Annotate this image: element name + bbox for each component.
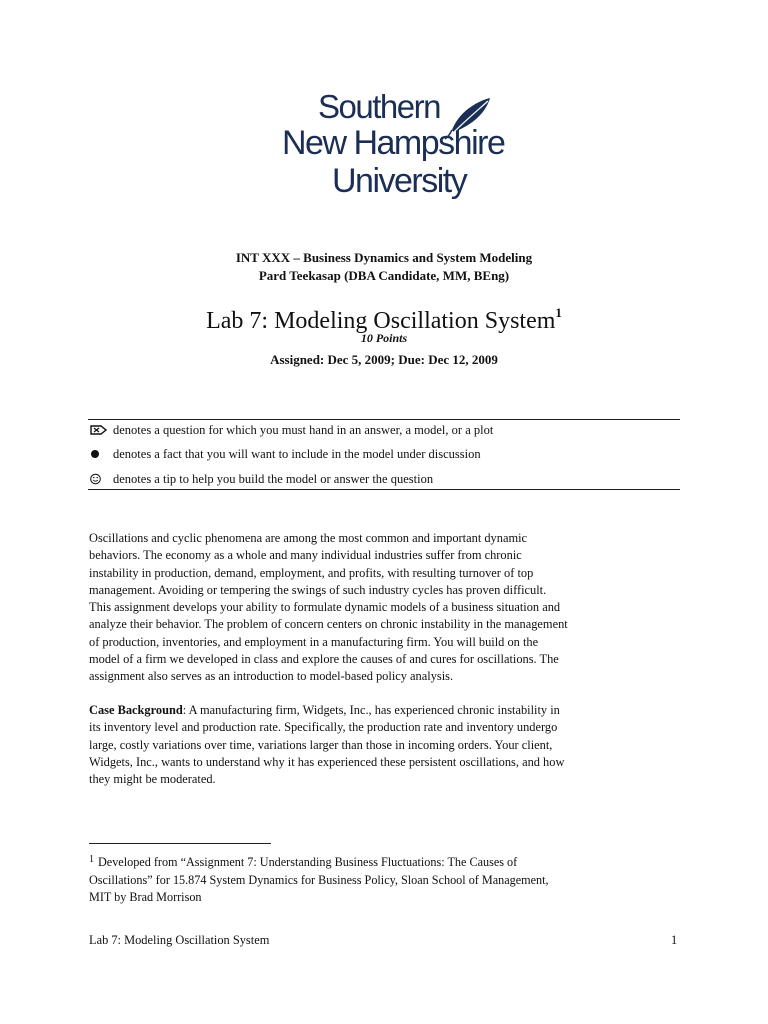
logo-word-new-hampshire: New Hampshire [282,124,505,162]
footnote-line: MIT by Brad Morrison [89,890,202,904]
intro-line: instability in production, demand, employment, and profits, with resulting turnover of top [89,565,534,580]
logo-word-university: University [332,162,467,200]
smiley-icon [90,473,110,485]
legend-item-fact [90,444,481,464]
leaf-quill-icon [282,88,496,206]
intro-paragraph [89,530,681,686]
legend-bottom-rule [88,489,680,490]
instructor-name: Pard Teekasap (DBA Candidate, MM, BEng) [258,268,510,283]
case-line: large, costly variations over time, variations larger than those in incoming orders. Your client, [89,737,553,752]
bullet-dot-icon [90,448,110,460]
case-background-label: Case Background [89,703,183,717]
footnote-line [89,851,689,872]
intro-line: of production, inventories, and employment in a manufacturing firm. You will build on the [89,634,539,649]
title-footnote-mark: 1 [555,305,562,320]
footnote-line: Oscillations” for 15.874 System Dynamics for Business Policy, Sloan School of Management, [89,872,549,887]
case-line: they might be moderated. [89,772,216,787]
case-background-paragraph [89,702,681,788]
intro-line: model of a firm we developed in class and explore the causes of and cures for oscillations. The [89,652,559,667]
intro-line: behaviors. The economy as a whole and many individual industries suffer from chronic [89,548,522,563]
points-value: 10 Points [360,331,408,345]
intro-line: Oscillations and cyclic phenomena are among the most common and important dynamic [89,531,528,545]
case-line: its inventory level and production rate. Specifically, the production rate and inventory undergo [89,720,558,735]
legend-item-question [90,420,493,440]
intro-line: This assignment develops your ability to formulate dynamic models of a business situation and [89,600,561,615]
lab-title-text: Lab 7: Modeling Oscillation System [206,308,556,334]
course-name: INT XXX – Business Dynamics and System Modeling [235,250,533,265]
pencil-hand-icon [90,424,110,436]
footnote-rule [89,843,271,844]
footnote-first-line-text: Developed from “Assignment 7: Understanding Business Fluctuations: The Causes of [98,855,518,869]
legend-item-tip [90,469,433,489]
intro-line: analyze their behavior. The problem of concern centers on chronic instability in the management [89,617,568,632]
intro-line: assignment also serves as an introduction to model-based policy analysis. [89,669,454,684]
logo-word-southern: Southern [318,88,440,125]
page-number: 1 [671,933,678,947]
case-line: Widgets, Inc., wants to understand why it has experienced these persistent oscillations, and how [89,754,565,769]
intro-line: management. Avoiding or tempering the swings of such industry cycles has proven difficult. [89,582,547,597]
footnote-mark: 1 [89,854,94,865]
university-logo [282,88,505,206]
case-line [89,702,681,719]
legend-text-question: denotes a question for which you must hand in an answer, a model, or a plot [113,422,494,437]
legend-text-tip: denotes a tip to help you build the model or answer the question [113,471,434,486]
footnote [89,851,689,907]
assigned-due-dates: Assigned: Dec 5, 2009; Due: Dec 12, 2009 [270,352,498,367]
legend-text-fact: denotes a fact that you will want to include in the model under discussion [113,446,481,461]
page-footer-title: Lab 7: Modeling Oscillation System [89,933,270,947]
case-first-line-text: : A manufacturing firm, Widgets, Inc., has experienced chronic instability in [182,703,560,717]
